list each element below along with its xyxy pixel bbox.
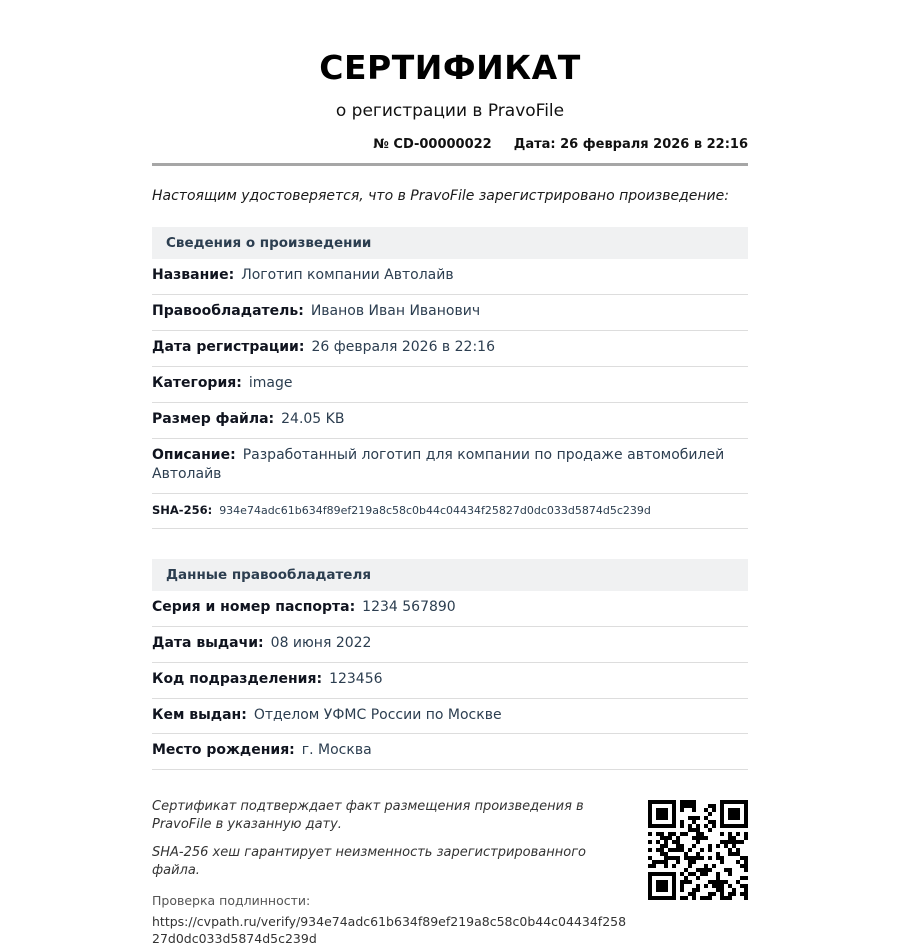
field-value: 123456 xyxy=(329,670,383,687)
certificate-footer xyxy=(152,798,748,947)
field-value: Иванов Иван Иванович xyxy=(310,303,481,320)
section-1 xyxy=(152,227,748,529)
certificate-intro: Настоящим удостоверяется, что в PravoFile зарегистрировано произведение: xyxy=(152,188,729,205)
certificate-page xyxy=(152,0,748,947)
field-label: Размер файла: xyxy=(152,410,275,427)
field-value: г. Москва xyxy=(301,742,372,759)
certificate-date: Дата: 26 февраля 2026 в 22:16 xyxy=(513,137,748,153)
field-row xyxy=(152,295,748,331)
field-label: Название: xyxy=(152,267,235,284)
footer-text xyxy=(152,798,630,947)
field-row xyxy=(152,331,748,367)
field-label: Правообладатель: xyxy=(152,303,304,320)
field-value: 1234 567890 xyxy=(362,598,456,615)
field-row xyxy=(152,699,748,735)
field-value: 26 февраля 2026 в 22:16 xyxy=(311,338,495,355)
field-label: Дата выдачи: xyxy=(152,634,264,651)
field-value: Логотип компании Автолайв xyxy=(241,267,454,284)
header-divider xyxy=(152,163,748,166)
verify-url: https://cvpath.ru/verify/934e74adc61b634f89ef219a8c58c0b44c04434f25827d0dc033d5874d5c239d xyxy=(152,914,627,946)
field-row xyxy=(152,494,748,529)
field-row xyxy=(152,259,748,295)
footer-note-hash: SHA-256 хеш гарантирует неизменность зарегистрированного файла. xyxy=(152,845,586,878)
field-label: Серия и номер паспорта: xyxy=(152,598,356,615)
field-value: 08 июня 2022 xyxy=(270,634,372,651)
field-row xyxy=(152,663,748,699)
qr-code-icon xyxy=(648,800,748,900)
field-value: Отделом УФМС России по Москве xyxy=(253,706,502,723)
field-row xyxy=(152,591,748,627)
field-label: Код подразделения: xyxy=(152,670,323,687)
field-value: Разработанный логотип для компании по продаже автомобилей Автолайв xyxy=(152,446,725,483)
field-row xyxy=(152,627,748,663)
field-value: 934e74adc61b634f89ef219a8c58c0b44c04434f25827d0dc033d5874d5c239d xyxy=(219,504,651,518)
field-label: Категория: xyxy=(152,374,242,391)
certificate-title: СЕРТИФИКАТ xyxy=(319,48,581,87)
field-row xyxy=(152,734,748,770)
certificate-subtitle: о регистрации в PravoFile xyxy=(335,101,565,122)
sections xyxy=(152,227,748,770)
footer-note-placement: Сертификат подтверждает факт размещения произведения в PravoFile в указанную дату. xyxy=(152,799,584,832)
field-label: Дата регистрации: xyxy=(152,338,305,355)
field-row xyxy=(152,403,748,439)
field-row xyxy=(152,367,748,403)
field-label: Описание: xyxy=(152,446,236,463)
field-label: Кем выдан: xyxy=(152,706,247,723)
field-row xyxy=(152,439,748,495)
field-value: image xyxy=(248,374,293,391)
certificate-meta xyxy=(152,137,748,152)
section-heading: Сведения о произведении xyxy=(152,227,748,259)
verify-label: Проверка подлинности: xyxy=(152,893,311,909)
section-heading: Данные правообладателя xyxy=(152,559,748,591)
field-value: 24.05 KB xyxy=(281,410,345,427)
field-label: SHA-256: xyxy=(152,503,213,518)
certificate-number: № CD-00000022 xyxy=(373,137,492,153)
field-label: Место рождения: xyxy=(152,742,295,759)
section-2 xyxy=(152,559,748,770)
